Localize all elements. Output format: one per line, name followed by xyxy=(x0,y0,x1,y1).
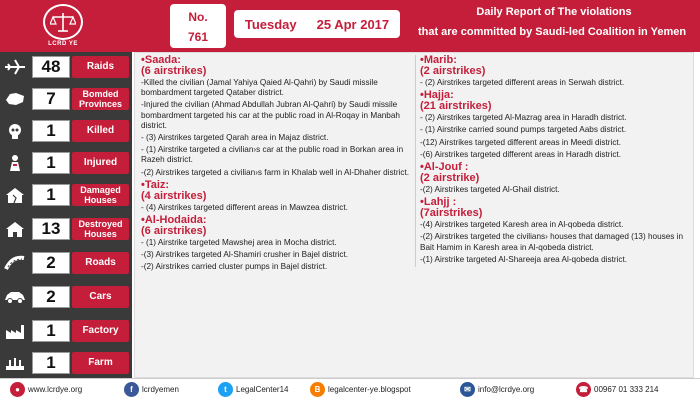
twitter-link[interactable]: LegalCenter14 xyxy=(236,385,289,394)
report-title-line2: that are committed by Saudi-led Coalition in Yemen xyxy=(417,26,687,38)
stat-provinces xyxy=(0,86,132,112)
stat-label: Killed xyxy=(72,120,129,142)
stat-value: 1 xyxy=(32,320,70,342)
map-icon xyxy=(3,88,27,110)
region-marib-count: (2 airstrikes) xyxy=(420,65,486,77)
region-taiz-count: (4 airstrikes) xyxy=(141,189,207,202)
footer-twitter[interactable] xyxy=(218,382,288,397)
stat-value: 1 xyxy=(32,184,70,206)
damaged-house-icon xyxy=(3,184,27,206)
region-aljouf-name: •Al-Jouf : xyxy=(420,161,469,174)
violation-item: -(12) Airstrikes targeted different areas in Meedi district. xyxy=(420,137,621,147)
violation-item: - (3) Airstrikes targeted Qarah area in Majaz district. xyxy=(141,133,329,143)
skull-icon xyxy=(3,120,27,142)
region-marib-name: •Marib: xyxy=(420,54,457,66)
email-link[interactable]: info@lcrdye.org xyxy=(478,385,535,394)
left-column xyxy=(141,55,409,275)
violation-item: - (4) Airstrikes targeted different areas in Mawzea district. xyxy=(141,202,348,212)
violation-item: -(2) Airstrikes carried cluster pumps in Bajel district. xyxy=(141,262,328,272)
footer-blog[interactable] xyxy=(310,382,411,397)
stat-destroyed-houses xyxy=(0,216,132,242)
facebook-link[interactable]: lcrdyemen xyxy=(142,385,179,394)
stat-label: Farm xyxy=(72,352,129,374)
stat-label: Destroyed Houses xyxy=(72,218,129,240)
logo-text: LCRD YE xyxy=(48,41,78,47)
violation-item: -Killed the civilian (Jamal Yahiya Qaied Al-Qahri) by Saudi missile bombardment targeted Qataber district. xyxy=(141,78,378,98)
footer-phone xyxy=(576,382,659,397)
footer-website[interactable] xyxy=(10,382,82,397)
car-icon xyxy=(3,286,27,308)
footer-email[interactable] xyxy=(460,382,534,397)
phone-icon: ☎ xyxy=(576,382,591,397)
stat-value: 7 xyxy=(32,88,70,110)
violation-item: -Injured the civilian (Ahmad Abdullah Jubran Al-Qahri) by Saudi missile bombardment targeted his car at the public road in Al-Roqay in Manbah district. xyxy=(141,100,400,130)
stat-cars xyxy=(0,284,132,310)
violation-item: - (2) Airstrikes targeted Al-Mazrag area in Haradh district. xyxy=(420,113,627,123)
violation-item: -(4) Airstrikes targeted Karesh area in Al-qobeda district. xyxy=(420,220,624,230)
report-number-box xyxy=(170,4,226,48)
report-number-value: 761 xyxy=(187,30,209,44)
injured-person-icon xyxy=(3,152,27,174)
date-box xyxy=(234,10,400,38)
violation-item: - (1) Airstrike targeted a civilian›s car at the public road in Borkan area in Razeh district. xyxy=(141,145,404,165)
violation-item: -(1) Airstrike targeted Al-Shareeja area Al-qobeda district. xyxy=(420,254,628,264)
region-hodaida-name: •Al-Hodaida: xyxy=(141,214,207,227)
road-icon xyxy=(3,252,27,274)
plane-icon xyxy=(3,56,27,78)
stat-value: 1 xyxy=(32,352,70,374)
region-aljouf-count: (2 airstrike) xyxy=(420,172,480,185)
stat-killed xyxy=(0,118,132,144)
stat-label: Factory xyxy=(72,320,129,342)
report-date: 25 Apr 2017 xyxy=(316,16,390,32)
region-taiz-name: •Taiz: xyxy=(141,178,170,191)
stat-label: Raids xyxy=(72,56,129,78)
stat-label: Cars xyxy=(72,286,129,308)
stat-value: 2 xyxy=(32,252,70,274)
violation-item: -(3) Airstrikes targeted Al-Shamiri crusher in Bajel district. xyxy=(141,250,349,260)
stat-raids xyxy=(0,54,132,80)
stat-value: 48 xyxy=(32,56,70,78)
website-link[interactable]: www.lcrdye.org xyxy=(28,385,83,394)
report-day: Tuesday xyxy=(244,16,297,32)
violation-item: -(2) Airstrikes targeted the civilians› houses that damaged (13) houses in Bait Hamim in Karesh area in Al-qobeda district. xyxy=(420,232,684,252)
region-lahjj-count: (7airstrikes) xyxy=(420,207,483,220)
region-hodaida-count: (6 airstrikes) xyxy=(141,225,207,238)
mail-icon: ✉ xyxy=(460,382,475,397)
scales-icon xyxy=(43,4,83,40)
farm-icon xyxy=(3,352,27,374)
stat-damaged-houses xyxy=(0,182,132,208)
facebook-icon: f xyxy=(124,382,139,397)
stat-label: Damaged Houses xyxy=(72,184,129,206)
phone-number: 00967 01 333 214 xyxy=(594,385,659,394)
violation-item: -(2) Airstrikes targeted Al-Ghail district. xyxy=(420,185,560,195)
header-bar xyxy=(0,0,700,52)
stat-value: 1 xyxy=(32,120,70,142)
stat-farm xyxy=(0,350,132,376)
region-hajja-count: (21 airstrikes) xyxy=(420,100,492,113)
report-content xyxy=(134,52,694,378)
footer-bar xyxy=(0,378,700,400)
logo xyxy=(38,4,88,50)
report-title-line1: Daily Report of The violations xyxy=(476,6,632,18)
destroyed-house-icon xyxy=(3,218,27,240)
twitter-icon: t xyxy=(218,382,233,397)
factory-icon xyxy=(3,320,27,342)
stat-value: 1 xyxy=(32,152,70,174)
violation-item: -(2) Airstrikes targeted a civilian›s farm in Khalab well in Al-Dhaher district. xyxy=(141,167,410,177)
violation-item: - (2) Airstrikes targeted different areas in Serwah district. xyxy=(420,78,625,87)
stat-value: 13 xyxy=(32,218,70,240)
stat-label: Injured xyxy=(72,152,129,174)
stat-factory xyxy=(0,318,132,344)
violation-item: - (1) Airstrike targeted Mawshej area in Mocha district. xyxy=(141,238,337,248)
region-saada-count: (6 airstrikes) xyxy=(141,65,207,77)
globe-icon: ● xyxy=(10,382,25,397)
stat-roads xyxy=(0,250,132,276)
footer-facebook[interactable] xyxy=(124,382,179,397)
stat-injured xyxy=(0,150,132,176)
blog-link[interactable]: legalcenter-ye.blogspot xyxy=(328,385,411,394)
region-lahjj-name: •Lahjj : xyxy=(420,196,457,209)
blogger-icon: B xyxy=(310,382,325,397)
right-column xyxy=(415,55,691,267)
stat-label: Bomded Provinces xyxy=(72,88,129,110)
region-hajja-name: •Hajja: xyxy=(420,89,454,102)
violation-item: - (1) Airstrike carried sound pumps targeted Aabs district. xyxy=(420,125,627,135)
stat-value: 2 xyxy=(32,286,70,308)
report-number-label: No. xyxy=(188,10,208,24)
violation-item: -(6) Airstrikes targeted different areas in Haradh district. xyxy=(420,149,621,159)
region-saada-name: •Saada: xyxy=(141,54,181,66)
stats-panel xyxy=(0,52,132,378)
stat-label: Roads xyxy=(72,252,129,274)
